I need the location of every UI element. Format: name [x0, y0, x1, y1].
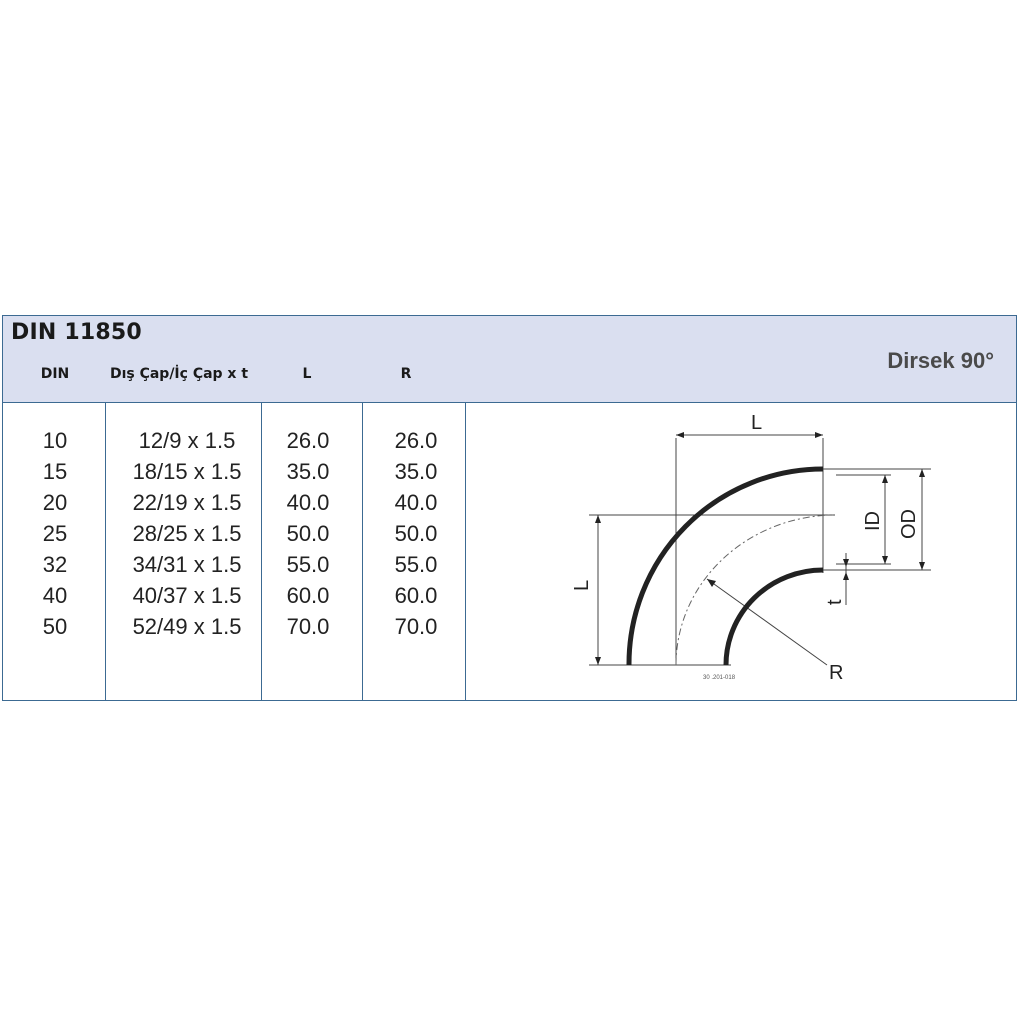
table-cell: 28/25 x 1.5: [132, 521, 242, 546]
dimension-label-id: ID: [862, 511, 884, 531]
table-cell: 40/37 x 1.5: [132, 583, 242, 608]
column-header-din: DIN: [40, 366, 70, 382]
r-column: [395, 425, 438, 642]
table-cell: 32: [42, 552, 68, 577]
elbow-inner-wall: [726, 570, 823, 665]
drawing-code: 30 .201-018: [703, 675, 736, 681]
table-cell: 15: [42, 459, 68, 484]
arrowhead: [843, 572, 849, 580]
arrowhead: [815, 432, 823, 438]
centerline-arc: [676, 515, 833, 665]
table-cell: 35.0: [286, 459, 330, 484]
table-cell: 50.0: [286, 521, 330, 546]
table-cell: 70.0: [394, 614, 438, 639]
product-subtitle: Dirsek 90°: [887, 348, 994, 373]
column-divider: [465, 403, 466, 700]
arrowhead: [843, 559, 849, 567]
table-cell: 20: [42, 490, 68, 515]
dimension-label-od: OD: [898, 509, 920, 539]
arrowhead: [919, 469, 925, 477]
arrowhead: [595, 515, 601, 523]
dimension-label-r: R: [829, 662, 844, 684]
table-cell: 26.0: [394, 428, 438, 453]
column-divider: [362, 403, 363, 700]
table-cell: 35.0: [394, 459, 438, 484]
standard-title: DIN 11850: [11, 320, 142, 345]
arrowhead: [707, 579, 716, 587]
arrowhead: [595, 657, 601, 665]
table-cell: 34/31 x 1.5: [132, 552, 242, 577]
table-cell: 55.0: [394, 552, 438, 577]
table-cell: 26.0: [286, 428, 330, 453]
table-cell: 70.0: [286, 614, 330, 639]
table-cell: 40.0: [394, 490, 438, 515]
table-cell: 22/19 x 1.5: [132, 490, 242, 515]
dimension-label-l-top: L: [751, 412, 763, 434]
arrowhead: [919, 562, 925, 570]
table-header: [3, 316, 1016, 403]
dimension-label-l-side: L: [571, 579, 593, 591]
arrowhead: [882, 475, 888, 483]
l-column: [287, 425, 330, 642]
elbow-spec-table: [2, 315, 1017, 701]
column-header-l: L: [302, 366, 312, 382]
table-cell: 10: [42, 428, 68, 453]
table-cell: 50: [42, 614, 68, 639]
table-cell: 50.0: [394, 521, 438, 546]
dimension-label-t: t: [824, 599, 846, 605]
elbow-technical-drawing: [556, 403, 976, 693]
table-cell: 40: [42, 583, 68, 608]
din-column: [43, 425, 67, 642]
table-cell: 12/9 x 1.5: [138, 428, 236, 453]
table-cell: 25: [42, 521, 68, 546]
dimensions-column: [133, 425, 242, 642]
table-cell: 60.0: [394, 583, 438, 608]
column-divider: [261, 403, 262, 700]
elbow-outer-wall: [629, 469, 823, 665]
column-divider: [105, 403, 106, 700]
table-cell: 60.0: [286, 583, 330, 608]
table-body: [3, 403, 1016, 700]
table-cell: 55.0: [286, 552, 330, 577]
table-cell: 40.0: [286, 490, 330, 515]
column-header-r: R: [400, 366, 412, 382]
table-cell: 52/49 x 1.5: [132, 614, 242, 639]
column-header-dimensions: Dış Çap/İç Çap x t: [109, 366, 249, 382]
arrowhead: [882, 556, 888, 564]
table-cell: 18/15 x 1.5: [132, 459, 242, 484]
arrowhead: [676, 432, 684, 438]
